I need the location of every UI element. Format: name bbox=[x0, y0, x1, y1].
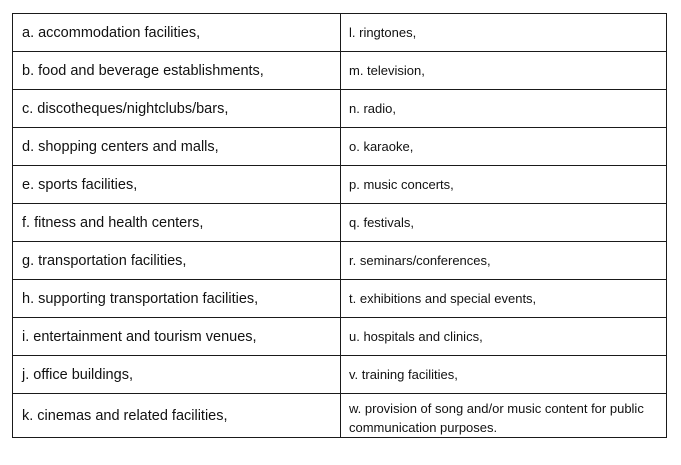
table-cell-left: i. entertainment and tourism venues, bbox=[13, 318, 341, 356]
facilities-table bbox=[12, 13, 667, 438]
table-cell-left: g. transportation facilities, bbox=[13, 242, 341, 280]
table-row bbox=[13, 356, 667, 394]
table-row bbox=[13, 90, 667, 128]
table-cell-right: m. television, bbox=[341, 52, 667, 90]
table-cell-right: v. training facilities, bbox=[341, 356, 667, 394]
table-cell-left: j. office buildings, bbox=[13, 356, 341, 394]
table-cell-right: n. radio, bbox=[341, 90, 667, 128]
table-cell-right: q. festivals, bbox=[341, 204, 667, 242]
table-cell-left: k. cinemas and related facilities, bbox=[13, 394, 341, 438]
table-cell-right: l. ringtones, bbox=[341, 14, 667, 52]
table-cell-left: e. sports facilities, bbox=[13, 166, 341, 204]
table-row bbox=[13, 128, 667, 166]
table-cell-left: d. shopping centers and malls, bbox=[13, 128, 341, 166]
table-row bbox=[13, 14, 667, 52]
table-row bbox=[13, 242, 667, 280]
table-row bbox=[13, 318, 667, 356]
table-cell-right: w. provision of song and/or music content for public communication purposes. bbox=[341, 394, 667, 438]
table-cell-left: h. supporting transportation facilities, bbox=[13, 280, 341, 318]
table-cell-right: r. seminars/conferences, bbox=[341, 242, 667, 280]
table-row bbox=[13, 394, 667, 438]
table-cell-right: u. hospitals and clinics, bbox=[341, 318, 667, 356]
table-cell-left: a. accommodation facilities, bbox=[13, 14, 341, 52]
table-row bbox=[13, 204, 667, 242]
table-cell-left: b. food and beverage establishments, bbox=[13, 52, 341, 90]
table-cell-right: o. karaoke, bbox=[341, 128, 667, 166]
table-row bbox=[13, 166, 667, 204]
table-cell-left: c. discotheques/nightclubs/bars, bbox=[13, 90, 341, 128]
table-row bbox=[13, 52, 667, 90]
table-row bbox=[13, 280, 667, 318]
table-cell-right: t. exhibitions and special events, bbox=[341, 280, 667, 318]
table-cell-left: f. fitness and health centers, bbox=[13, 204, 341, 242]
table-cell-right: p. music concerts, bbox=[341, 166, 667, 204]
